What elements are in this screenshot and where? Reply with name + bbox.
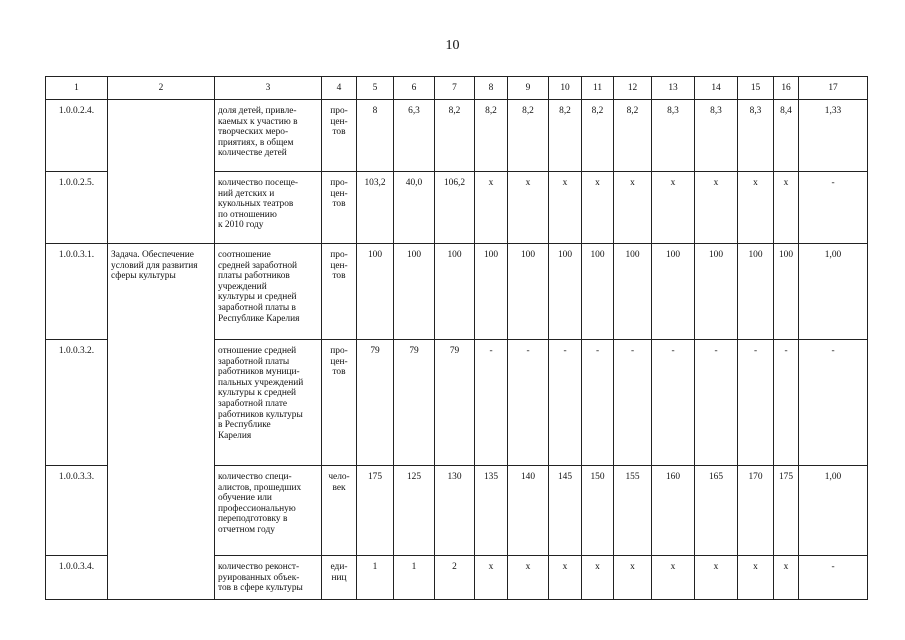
text-line: работников муници- (218, 367, 300, 378)
text-line: цен- (330, 116, 348, 127)
header-cell: 4 (322, 77, 357, 100)
text-line: работников культуры (218, 409, 303, 420)
value-cell: - (614, 340, 652, 466)
text-line: алистов, прошедших (218, 482, 302, 493)
task-cell: Задача. Обеспечение условий для развития сферы культуры (108, 244, 215, 600)
value-cell: 8,3 (652, 100, 695, 172)
text-line: культуры к средней (218, 388, 297, 399)
value-cell: х (582, 556, 614, 600)
text-line: переподготовку в (218, 514, 288, 525)
text-line: тов (332, 367, 346, 378)
indicator-cell (215, 556, 322, 600)
value-cell: 40,0 (394, 172, 435, 244)
header-row (46, 77, 868, 100)
text-line: каемых к участию в (218, 116, 298, 127)
value-cell: 100 (774, 244, 799, 340)
header-cell: 15 (738, 77, 774, 100)
row-code-cell: 1.0.0.3.1. (46, 244, 108, 340)
indicator-cell (215, 100, 322, 172)
value-cell: 79 (357, 340, 394, 466)
value-cell: - (549, 340, 582, 466)
value-cell: х (549, 172, 582, 244)
value-cell: 100 (652, 244, 695, 340)
table-row (46, 244, 868, 340)
text-line: количестве детей (218, 148, 287, 159)
text-line: заработной плате (218, 398, 288, 409)
value-cell: - (738, 340, 774, 466)
header-cell: 14 (695, 77, 738, 100)
unit-cell (322, 100, 357, 172)
value-cell: - (695, 340, 738, 466)
text-line: чело- (328, 472, 350, 482)
indicator-cell (215, 172, 322, 244)
page-number: 10 (445, 38, 460, 53)
text-line: кукольных театров (218, 199, 294, 210)
value-cell: 8,2 (582, 100, 614, 172)
value-cell: 1,00 (799, 244, 868, 340)
value-cell: 100 (582, 244, 614, 340)
unit-cell (322, 466, 357, 556)
text-line: тов в сфере культуры (218, 583, 303, 594)
value-cell: 100 (357, 244, 394, 340)
value-cell: 8,3 (695, 100, 738, 172)
header-cell: 13 (652, 77, 695, 100)
header-cell: 17 (799, 77, 868, 100)
value-cell: х (614, 172, 652, 244)
value-cell: 150 (582, 466, 614, 556)
value-cell: х (695, 172, 738, 244)
value-cell: х (695, 556, 738, 600)
text-line: отношение средней (218, 346, 297, 356)
text-line: тов (332, 127, 346, 138)
value-cell: 8,2 (475, 100, 508, 172)
value-cell: 100 (738, 244, 774, 340)
text-line: отчетном году (218, 524, 275, 535)
value-cell: 79 (435, 340, 475, 466)
text-line: про- (330, 178, 348, 188)
value-cell: х (475, 172, 508, 244)
value-cell: 103,2 (357, 172, 394, 244)
unit-cell (322, 172, 357, 244)
header-cell: 5 (357, 77, 394, 100)
value-cell: - (475, 340, 508, 466)
value-cell: 125 (394, 466, 435, 556)
text-line: количество реконст- (218, 562, 300, 572)
text-line: творческих меро- (218, 127, 289, 138)
value-cell: х (774, 556, 799, 600)
value-cell: х (652, 556, 695, 600)
value-cell: 1,00 (799, 466, 868, 556)
value-cell: х (475, 556, 508, 600)
header-cell: 10 (549, 77, 582, 100)
text-line: про- (330, 346, 348, 356)
table-row (46, 100, 868, 172)
text-line: по отношению (218, 209, 277, 220)
header-cell: 9 (508, 77, 549, 100)
text-line: ниц (331, 572, 347, 583)
value-cell: 100 (508, 244, 549, 340)
text-line: к 2010 году (218, 220, 264, 231)
value-cell: 8,2 (508, 100, 549, 172)
value-cell: 145 (549, 466, 582, 556)
text-line: про- (330, 106, 348, 116)
header-cell: 3 (215, 77, 322, 100)
value-cell: 100 (435, 244, 475, 340)
text-line: количество посеще- (218, 178, 298, 188)
value-cell: 165 (695, 466, 738, 556)
text-line: в Республике (218, 420, 271, 431)
text-line: заработной платы (218, 356, 290, 367)
header-cell: 7 (435, 77, 475, 100)
text-line: Республике Карелия (218, 313, 300, 324)
unit-cell (322, 340, 357, 466)
row-code-cell: 1.0.0.3.4. (46, 556, 108, 600)
value-cell: 175 (774, 466, 799, 556)
text-line: Карелия (218, 430, 252, 441)
value-cell: х (549, 556, 582, 600)
value-cell: х (582, 172, 614, 244)
indicator-cell (215, 244, 322, 340)
text-line: пальных учреждений (218, 377, 304, 388)
value-cell: 100 (549, 244, 582, 340)
value-cell: 106,2 (435, 172, 475, 244)
value-cell: 100 (695, 244, 738, 340)
value-cell: 2 (435, 556, 475, 600)
text-line: средней заработной (218, 260, 298, 271)
value-cell: 8,3 (738, 100, 774, 172)
header-cell: 1 (46, 77, 108, 100)
value-cell: 170 (738, 466, 774, 556)
value-cell: - (774, 340, 799, 466)
header-cell: 11 (582, 77, 614, 100)
value-cell: х (738, 556, 774, 600)
row-code-cell: 1.0.0.2.4. (46, 100, 108, 172)
value-cell: 1,33 (799, 100, 868, 172)
header-cell: 12 (614, 77, 652, 100)
text-line: тов (332, 271, 346, 282)
value-cell: х (614, 556, 652, 600)
value-cell: - (652, 340, 695, 466)
value-cell: 8,4 (774, 100, 799, 172)
text-line: приятиях, в общем (218, 137, 294, 148)
value-cell: 135 (475, 466, 508, 556)
value-cell: х (774, 172, 799, 244)
header-cell: 16 (774, 77, 799, 100)
value-cell: 79 (394, 340, 435, 466)
text-line: ний детских и (218, 188, 275, 199)
text-line: обучение или (218, 493, 272, 504)
value-cell: 8,2 (435, 100, 475, 172)
value-cell: 175 (357, 466, 394, 556)
indicator-cell (215, 340, 322, 466)
value-cell: - (799, 556, 868, 600)
task-cell (108, 100, 215, 244)
text-line: заработной платы в (218, 302, 296, 313)
value-cell: - (799, 172, 868, 244)
indicator-cell (215, 466, 322, 556)
unit-cell (322, 244, 357, 340)
text-line: цен- (330, 260, 348, 271)
text-line: учреждений (218, 281, 267, 292)
value-cell: х (508, 556, 549, 600)
header-cell: 2 (108, 77, 215, 100)
text-line: доля детей, привле- (218, 106, 297, 116)
value-cell: 1 (394, 556, 435, 600)
text-line: количество специ- (218, 472, 292, 482)
text-line: руированных объек- (218, 572, 300, 583)
value-cell: х (738, 172, 774, 244)
value-cell: 130 (435, 466, 475, 556)
text-line: профессиональную (218, 503, 296, 514)
text-line: культуры и средней (218, 292, 297, 303)
text-line: соотношение (218, 250, 271, 260)
value-cell: 8,2 (549, 100, 582, 172)
value-cell: - (799, 340, 868, 466)
value-cell: х (508, 172, 549, 244)
row-code-cell: 1.0.0.3.2. (46, 340, 108, 466)
text-line: еди- (330, 562, 348, 572)
value-cell: 100 (394, 244, 435, 340)
value-cell: - (508, 340, 549, 466)
value-cell: 140 (508, 466, 549, 556)
value-cell: 100 (475, 244, 508, 340)
row-code-cell: 1.0.0.2.5. (46, 172, 108, 244)
header-cell: 6 (394, 77, 435, 100)
value-cell: х (652, 172, 695, 244)
text-line: цен- (330, 356, 348, 367)
value-cell: 100 (614, 244, 652, 340)
value-cell: 6,3 (394, 100, 435, 172)
text-line: век (332, 482, 346, 493)
value-cell: 8,2 (614, 100, 652, 172)
row-code-cell: 1.0.0.3.3. (46, 466, 108, 556)
header-cell: 8 (475, 77, 508, 100)
text-line: тов (332, 199, 346, 210)
value-cell: 160 (652, 466, 695, 556)
value-cell: 155 (614, 466, 652, 556)
unit-cell (322, 556, 357, 600)
value-cell: 8 (357, 100, 394, 172)
text-line: платы работников (218, 271, 290, 282)
text-line: цен- (330, 188, 348, 199)
value-cell: 1 (357, 556, 394, 600)
value-cell: - (582, 340, 614, 466)
indicators-table (45, 76, 868, 600)
text-line: про- (330, 250, 348, 260)
